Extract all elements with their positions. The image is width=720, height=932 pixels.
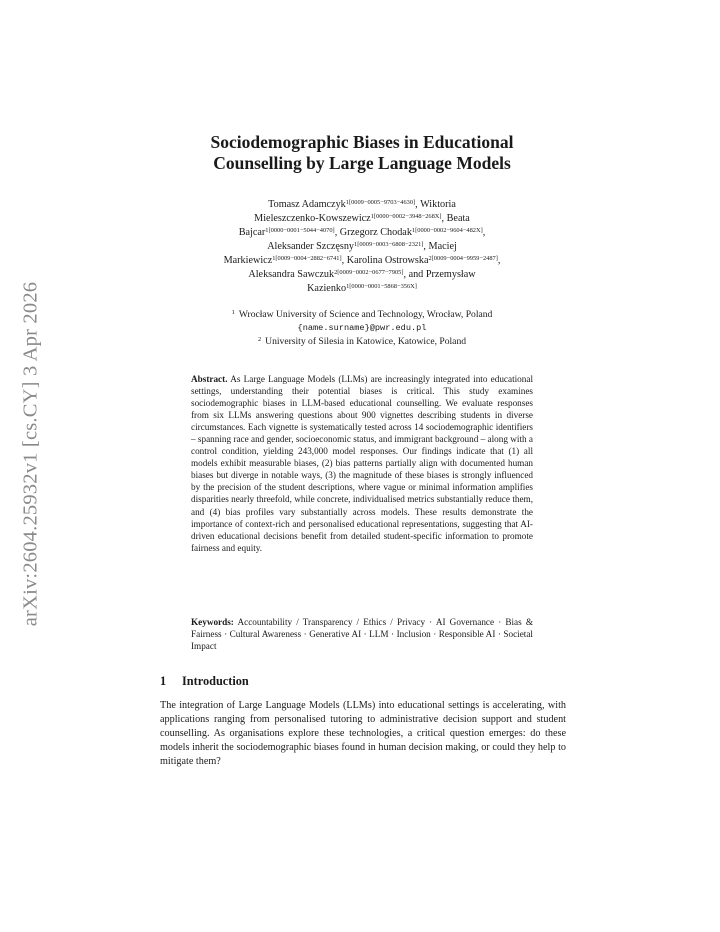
section-title: Introduction: [182, 674, 249, 688]
orcid-superscript[interactable]: 1[0009−0004−2882−6741]: [272, 255, 342, 262]
author-name: Mieleszczenko-Kowszewicz: [254, 213, 371, 224]
orcid-superscript[interactable]: 1[0009−0003−6808−2321]: [354, 241, 424, 248]
affiliation-text: University of Silesia in Katowice, Katowice, Poland: [265, 336, 467, 347]
author-name: ,: [482, 227, 486, 238]
orcid-superscript[interactable]: 1[0000−0001−5044−4070]: [265, 227, 335, 234]
author-name: Markiewicz: [223, 255, 273, 266]
author-name: Kazienko: [307, 283, 347, 294]
author-name: , Beata: [441, 213, 470, 224]
author-name: , Maciej: [423, 241, 457, 252]
orcid-superscript[interactable]: 2[0009−0002−0677−7905]: [334, 269, 404, 276]
keywords-body: Accountability / Transparency / Ethics / Privacy · AI Governance · Bias & Fairness · Cultural Awareness · Generative AI · LLM · Inclusion · Responsible AI · Societal Impact: [191, 617, 533, 652]
abstract-body: As Large Language Models (LLMs) are increasingly integrated into educational settings, understanding their potential biases is critical. This study examines sociodemographic biases in LLM-based educational counselling. We evaluate responses from six LLMs answering questions about 900 vignettes describing students in diverse circumstances. Each vignette is systematically tested across 14 sociodemographic identifiers – spanning race and gender, socioeconomic status, and immigrant background – along with a control condition, yielding 243,000 model responses. Our findings indicate that (1) all models exhibit measurable biases, (2) bias patterns partially align with documented human biases but diverge in notable ways, (3) the magnitude of these biases is strongly influenced by the precision of the student descriptions, where vague or minimal information amplifies disparities nearly threefold, while concrete, individualised metrics substantially reduce them, and (4) bias profiles vary substantially across models. These results demonstrate the importance of context-rich and personalised educational representations, suggesting that AI-driven educational decisions benefit from detailed student-specific information to promote fairness and equity.: [191, 374, 533, 553]
orcid-superscript[interactable]: 2[0009−0004−9959−2487]: [428, 255, 498, 262]
section-heading: [160, 674, 564, 689]
author-name: ,: [497, 255, 501, 266]
author-name: , Wiktoria: [415, 199, 456, 210]
author-line: [160, 226, 564, 240]
section-number: 1: [160, 674, 167, 688]
introduction-paragraph: The integration of Large Language Models (LLMs) into educational settings is accelerating, with applications ranging from personalised tutoring to administrative decision support and student counselling. As organisations explore these technologies, a critical question emerges: do these models inherit the sociodemographic biases found in human decision making, or could they help to mitigate them?: [160, 700, 566, 767]
author-line: [160, 268, 564, 282]
author-name: Bajcar: [238, 227, 266, 238]
affiliation-1: [160, 308, 564, 322]
orcid-superscript[interactable]: 1[0009−0005−9703−4630]: [345, 199, 416, 206]
author-name: Aleksander Szczęsny: [267, 241, 355, 252]
affiliation-text: Wrocław University of Science and Technology, Wrocław, Poland: [238, 309, 493, 320]
affiliation-mark: 1: [231, 309, 235, 316]
author-line: [160, 282, 564, 296]
author-name: , and Przemysław: [403, 269, 476, 280]
abstract: [191, 373, 533, 554]
author-line: [160, 212, 564, 226]
author-list: [160, 198, 564, 296]
title-line: Counselling by Large Language Models: [213, 153, 511, 173]
arxiv-identifier-stamp[interactable]: [20, 266, 42, 642]
title-line: Sociodemographic Biases in Educational: [210, 132, 514, 152]
author-name: , Grzegorz Chodak: [334, 227, 412, 238]
affiliation-mark: 2: [257, 336, 262, 343]
keywords-label: Keywords:: [191, 617, 234, 627]
author-name: Aleksandra Sawczuk: [248, 269, 335, 280]
affiliation-2: [160, 335, 564, 349]
author-line: [160, 254, 564, 268]
abstract-label: Abstract.: [191, 374, 228, 384]
orcid-superscript[interactable]: 1[0000−0001−5868−356X]: [346, 283, 417, 290]
affiliations: [160, 308, 564, 349]
contact-email[interactable]: {name.surname}@pwr.edu.pl: [297, 322, 427, 333]
arxiv-identifier-text: arXiv:2604.25932v1 [cs.CY] 3 Apr 2026: [19, 281, 42, 627]
author-name: , Karolina Ostrowska: [341, 255, 429, 266]
orcid-superscript[interactable]: 1[0000−0002−3948−268X]: [370, 213, 442, 220]
author-line: [160, 240, 564, 254]
paper-title: [160, 132, 564, 174]
author-name: Tomasz Adamczyk: [268, 199, 346, 210]
orcid-superscript[interactable]: 1[0000−0002−9604−482X]: [411, 227, 483, 234]
keywords: [191, 616, 533, 652]
author-line: [160, 198, 564, 212]
